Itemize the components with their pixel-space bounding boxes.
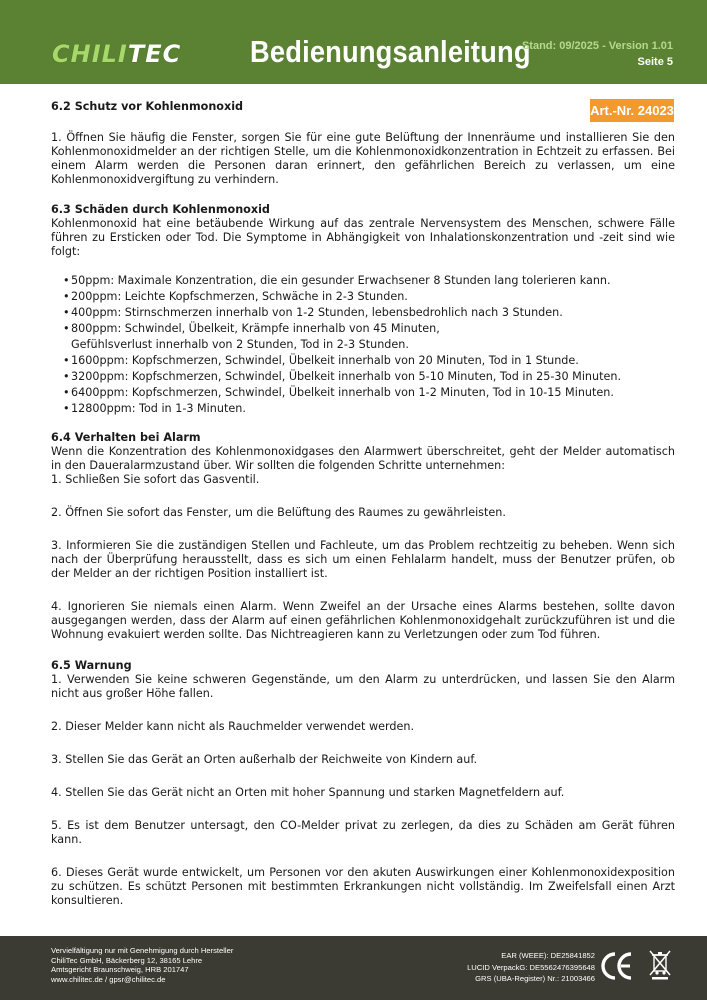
list-item: •200ppm: Leichte Kopfschmerzen, Schwäche in 2-3 Stunden. (63, 290, 408, 303)
paragraph-6-4-intro: Wenn die Konzentration des Kohlenmonoxidgases den Alarmwert überschreitet, geht der Melder automatisch in den Daueralarmzustand über. Wir sollten die folgenden Schritte unternehmen: (51, 445, 675, 472)
document-title: Bedienungsanleitung (250, 34, 531, 69)
heading-6-3: 6.3 Schäden durch Kohlenmonoxid (51, 203, 270, 216)
heading-6-2: 6.2 Schutz vor Kohlenmonoxid (51, 100, 244, 113)
list-item-continuation: Gefühlsverlust innerhalb von 2 Stunden, Tod in 2-3 Stunden. (71, 338, 409, 351)
alarm-step-1: 1. Schließen Sie sofort das Gasventil. (51, 473, 260, 486)
weee-crossed-bin-icon (649, 950, 671, 980)
warning-6: 6. Dieses Gerät wurde entwickelt, um Personen vor den akuten Auswirkungen einer Kohlenmonoxidexposition zu schützen. Es schützt Personen mit bestimmten Erkrankungen nicht vollständig. Im Zweifelsfall einen Arzt konsultieren. (51, 866, 675, 907)
list-item: •3200ppm: Kopfschmerzen, Schwindel, Übelkeit innerhalb von 5-10 Minuten, Tod in 25-30 Minuten. (63, 370, 622, 383)
document-body (51, 100, 675, 908)
warning-1: 1. Verwenden Sie keine schweren Gegenstände, um den Alarm zu unterdrücken, und lassen Sie den Alarm nicht aus großer Höhe fallen. (51, 673, 675, 700)
alarm-step-2: 2. Öffnen Sie sofort das Fenster, um die Belüftung des Raumes zu gewährleisten. (51, 506, 506, 519)
list-item: •6400ppm: Kopfschmerzen, Schwindel, Übelkeit innerhalb von 1-2 Minuten, Tod in 10-15 Minuten. (63, 386, 614, 399)
warning-2: 2. Dieser Melder kann nicht als Rauchmelder verwendet werden. (51, 720, 415, 733)
warning-5: 5. Es ist dem Benutzer untersagt, den CO-Melder privat zu zerlegen, da dies zu Schäden am Gerät führen kann. (51, 819, 675, 846)
list-item: •400ppm: Stirnschmerzen innerhalb von 1-2 Stunden, lebensbedrohlich nach 3 Stunden. (63, 306, 563, 319)
alarm-step-3: 3. Informieren Sie die zuständigen Stellen und Fachleute, um das Problem rechtzeitig zu beheben. Wenn sich nach der Überprüfung herausstellt, dass es sich um einen Fehlalarm handelt, muss der Benutzer prüfen, ob der Melder an der richtigen Position installiert ist. (51, 539, 675, 580)
page-header (0, 0, 707, 84)
warning-4: 4. Stellen Sie das Gerät nicht an Orten mit hoher Spannung und starken Magnetfeldern auf. (51, 786, 565, 799)
page-number: Seite 5 (637, 56, 673, 68)
ce-mark-icon (600, 950, 634, 982)
list-item: •12800ppm: Tod in 1-3 Minuten. (63, 402, 246, 415)
logo-part1: CHILI (52, 40, 128, 68)
article-number-badge: Art.-Nr. 24023 (590, 99, 674, 122)
page-footer (0, 936, 707, 1000)
paragraph-6-3-intro: Kohlenmonoxid hat eine betäubende Wirkung auf das zentrale Nervensystem des Menschen, schwere Fälle führen zu Ersticken oder Tod. Die Symptome in Abhängigkeit von Inhalationskonzentration und -zeit sind wie folgt: (51, 217, 675, 258)
version-stand: Stand: 09/2025 - Version 1.01 (521, 40, 673, 52)
list-item: •50ppm: Maximale Konzentration, die ein gesunder Erwachsener 8 Stunden lang tolerieren kann. (63, 274, 611, 287)
heading-6-4: 6.4 Verhalten bei Alarm (51, 431, 201, 444)
warning-3: 3. Stellen Sie das Gerät an Orten außerhalb der Reichweite von Kindern auf. (51, 753, 478, 766)
alarm-step-4: 4. Ignorieren Sie niemals einen Alarm. Wenn Zweifel an der Ursache eines Alarms bestehen, sollte davon ausgegangen werden, dass der Alarm auf einen gefährlichen Kohlenmonoxidgehalt zurückzuführen ist und die Wohnung evakuiert werden sollte. Das Nichtreagieren kann zu Verletzungen oder zum Tod führen. (51, 600, 675, 641)
symptom-list (63, 273, 675, 417)
list-item: •800ppm: Schwindel, Übelkeit, Krämpfe innerhalb von 45 Minuten, Gefühlsverlust innerhalb von 2 Stunden, Tod in 2-3 Stunden. (63, 321, 675, 353)
heading-6-5: 6.5 Warnung (51, 659, 132, 672)
header-meta (522, 38, 673, 70)
list-item: •1600ppm: Kopfschmerzen, Schwindel, Übelkeit innerhalb von 20 Minuten, Tod in 1 Stunde. (63, 354, 579, 367)
footer-registration-info: EAR (WEEE): DE25841852 LUCID VerpackG: DE5562476395648 GRS (UBA-Register) Nr.: 21003466 (467, 951, 595, 984)
footer-company-info: Vervielfältigung nur mit Genehmigung durch Hersteller ChiliTec GmbH, Bäckerberg 12, 38165 Lehre Amtsgericht Braunschweig, HRB 201747 www.chilitec.de / gpsr@chilitec.de (51, 946, 234, 984)
paragraph-6-2: 1. Öffnen Sie häufig die Fenster, sorgen Sie für eine gute Belüftung der Innenräume und installieren Sie den Kohlenmonoxidmelder an der richtigen Stelle, um die Kohlenmonoxidkonzentration in Echtzeit zu erfassen. Bei einem Alarm werden die Personen daran erinnert, den gefährlichen Bereich zu verlassen, um eine Kohlenmonoxidvergiftung zu verhindern. (51, 131, 675, 186)
logo-part2: TEC (127, 40, 182, 68)
chilitec-logo (52, 38, 181, 70)
